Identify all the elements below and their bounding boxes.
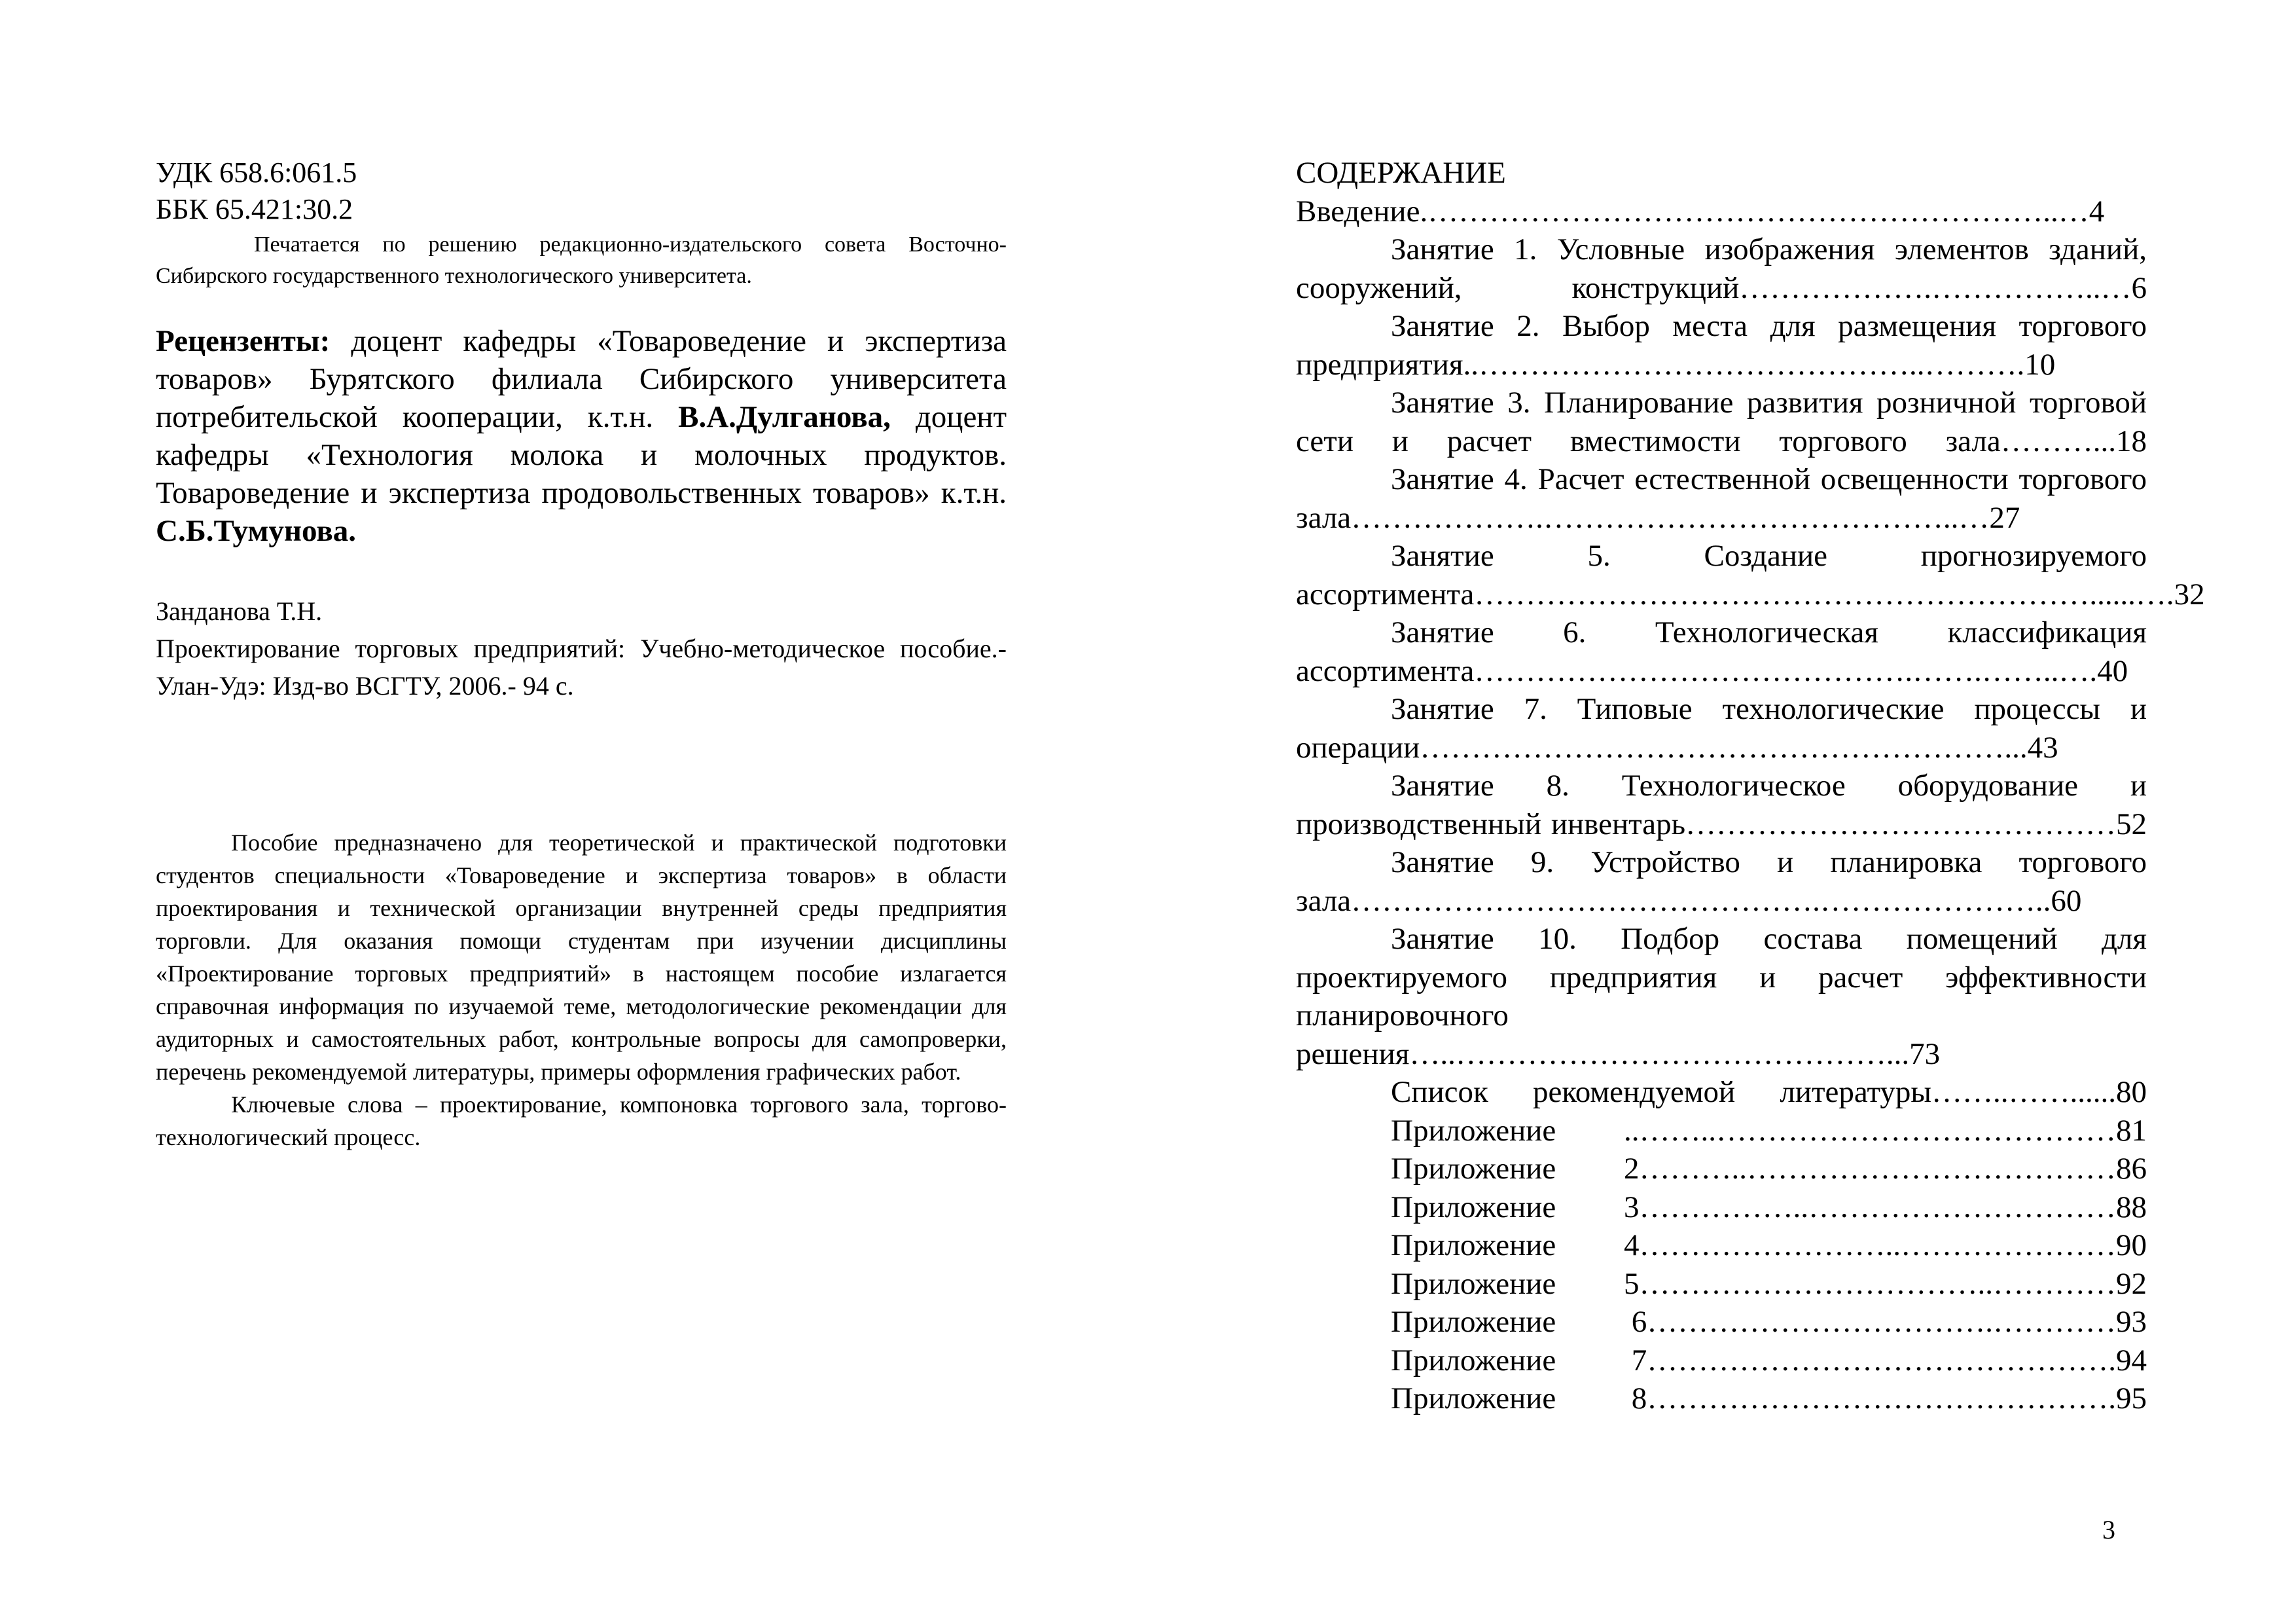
toc-list (1296, 192, 2205, 1418)
reviewers-label: Рецензенты: (156, 324, 331, 358)
udk-code: УДК 658.6:061.5 (156, 156, 357, 189)
toc-entry[interactable]: Приложение 2………..………………………………86 (1391, 1152, 2147, 1186)
table-of-contents (1296, 154, 2205, 1418)
author: Занданова Т.Н. (156, 596, 323, 626)
toc-entry[interactable]: Занятие 10. Подбор состава помещений для проектируемого предприятия и расчет эффективности планировочного решения…..……………………………………...73 (1296, 922, 2147, 1071)
abstract-text: Пособие предназначено для теоретической и практической подготовки студентов специальности «Товароведение и экспертиза товаров» в области проектирования и технической организации внутренней среды предприятия торговли. Для оказания помощи студентам при изучении дисциплины «Проектирование торговых предприятий» в настоящем пособие излагается справочная информация по изучаемой теме, методологические рекомендации для аудиторных и самостоятельных работ, контрольные вопросы для самопроверки, перечень рекомендуемой литературы, примеры оформления графических работ. (156, 830, 1007, 1085)
toc-entry[interactable]: Приложение 6…………………………….…………93 (1391, 1305, 2147, 1339)
reviewers-block (156, 322, 1007, 550)
bibliographic-record (156, 593, 1007, 704)
publication-info: Проектирование торговых предприятий: Учебно-методическое пособие.- Улан-Удэ: Изд-во ВСГТУ, 2006.- 94 с. (156, 634, 1007, 701)
keywords-text: Ключевые слова – проектирование, компоновка торгового зала, торгово-технологический процесс. (156, 1091, 1007, 1150)
toc-entry[interactable]: Занятие 1. Условные изображения элементов зданий, сооружений, конструкций……………….……………..…6 (1296, 232, 2147, 305)
toc-entry[interactable]: Занятие 9. Устройство и планировка торгового зала……………………………………….…………………..60 (1296, 845, 2147, 918)
toc-entry[interactable]: Приложение 8……………………………………….95 (1391, 1381, 2147, 1415)
reviewer-2-text: доцент кафедры «Технология молока и молочных продуктов. Товароведение и экспертиза продовольственных товаров» к.т.н. (156, 400, 1007, 510)
reviewer-1-name: В.А.Дулганова, (678, 400, 891, 434)
bbk-code: ББК 65.421:30.2 (156, 193, 353, 225)
toc-entry[interactable]: Занятие 5. Создание прогнозируемого ассортимента……………………………………………………......….32 (1296, 539, 2205, 611)
toc-title: СОДЕРЖАНИЕ (1296, 156, 1506, 190)
toc-entry[interactable]: Приложение 7……………………………………….94 (1391, 1343, 2147, 1377)
council-note: Печатается по решению редакционно-издательского совета Восточно-Сибирского государственного технологического университета. (156, 232, 1007, 288)
toc-entry[interactable]: Приложение 4……………………..…………………90 (1391, 1228, 2147, 1262)
toc-entry[interactable]: Приложение ..……..…………………………………81 (1391, 1113, 2147, 1148)
toc-entry[interactable]: Занятие 3. Планирование развития розничной торговой сети и расчет вместимости торгового зала………...18 (1296, 386, 2147, 458)
toc-entry[interactable]: Занятие 7. Типовые технологические процессы и операции…………………………………………………...43 (1296, 692, 2147, 765)
abstract-block (156, 826, 1007, 1154)
toc-entry[interactable]: Занятие 8. Технологическое оборудование и производственный инвентарь……………………………………52 (1296, 769, 2147, 841)
reviewer-2-name: С.Б.Тумунова. (156, 514, 356, 548)
right-page (1148, 0, 2296, 1623)
toc-entry[interactable]: Приложение 5……………………………..…………92 (1391, 1266, 2147, 1301)
toc-entry[interactable]: Занятие 6. Технологическая классификация ассортимента…………………………………….…….……..….40 (1296, 615, 2147, 688)
toc-entry[interactable]: Введение.……………………………………………………..…4 (1296, 194, 2105, 228)
toc-entry[interactable]: Занятие 4. Расчет естественной освещенности торгового зала……………….…………………………………..…27 (1296, 462, 2147, 535)
reviewer-1-text: доцент кафедры «Товароведение и экспертиза товаров» Бурятского филиала Сибирского университета потребительской кооперации, к.т.н. (156, 324, 1007, 434)
toc-entry[interactable]: Занятие 2. Выбор места для размещения торгового предприятия..……………………………………..……….10 (1296, 309, 2147, 382)
classification-codes (156, 155, 357, 228)
toc-entry[interactable]: Приложение 3……………..…………………………88 (1391, 1190, 2147, 1224)
toc-entry[interactable]: Список рекомендуемой литературы……..……......80 (1391, 1075, 2147, 1109)
page-number: 3 (2102, 1515, 2115, 1544)
